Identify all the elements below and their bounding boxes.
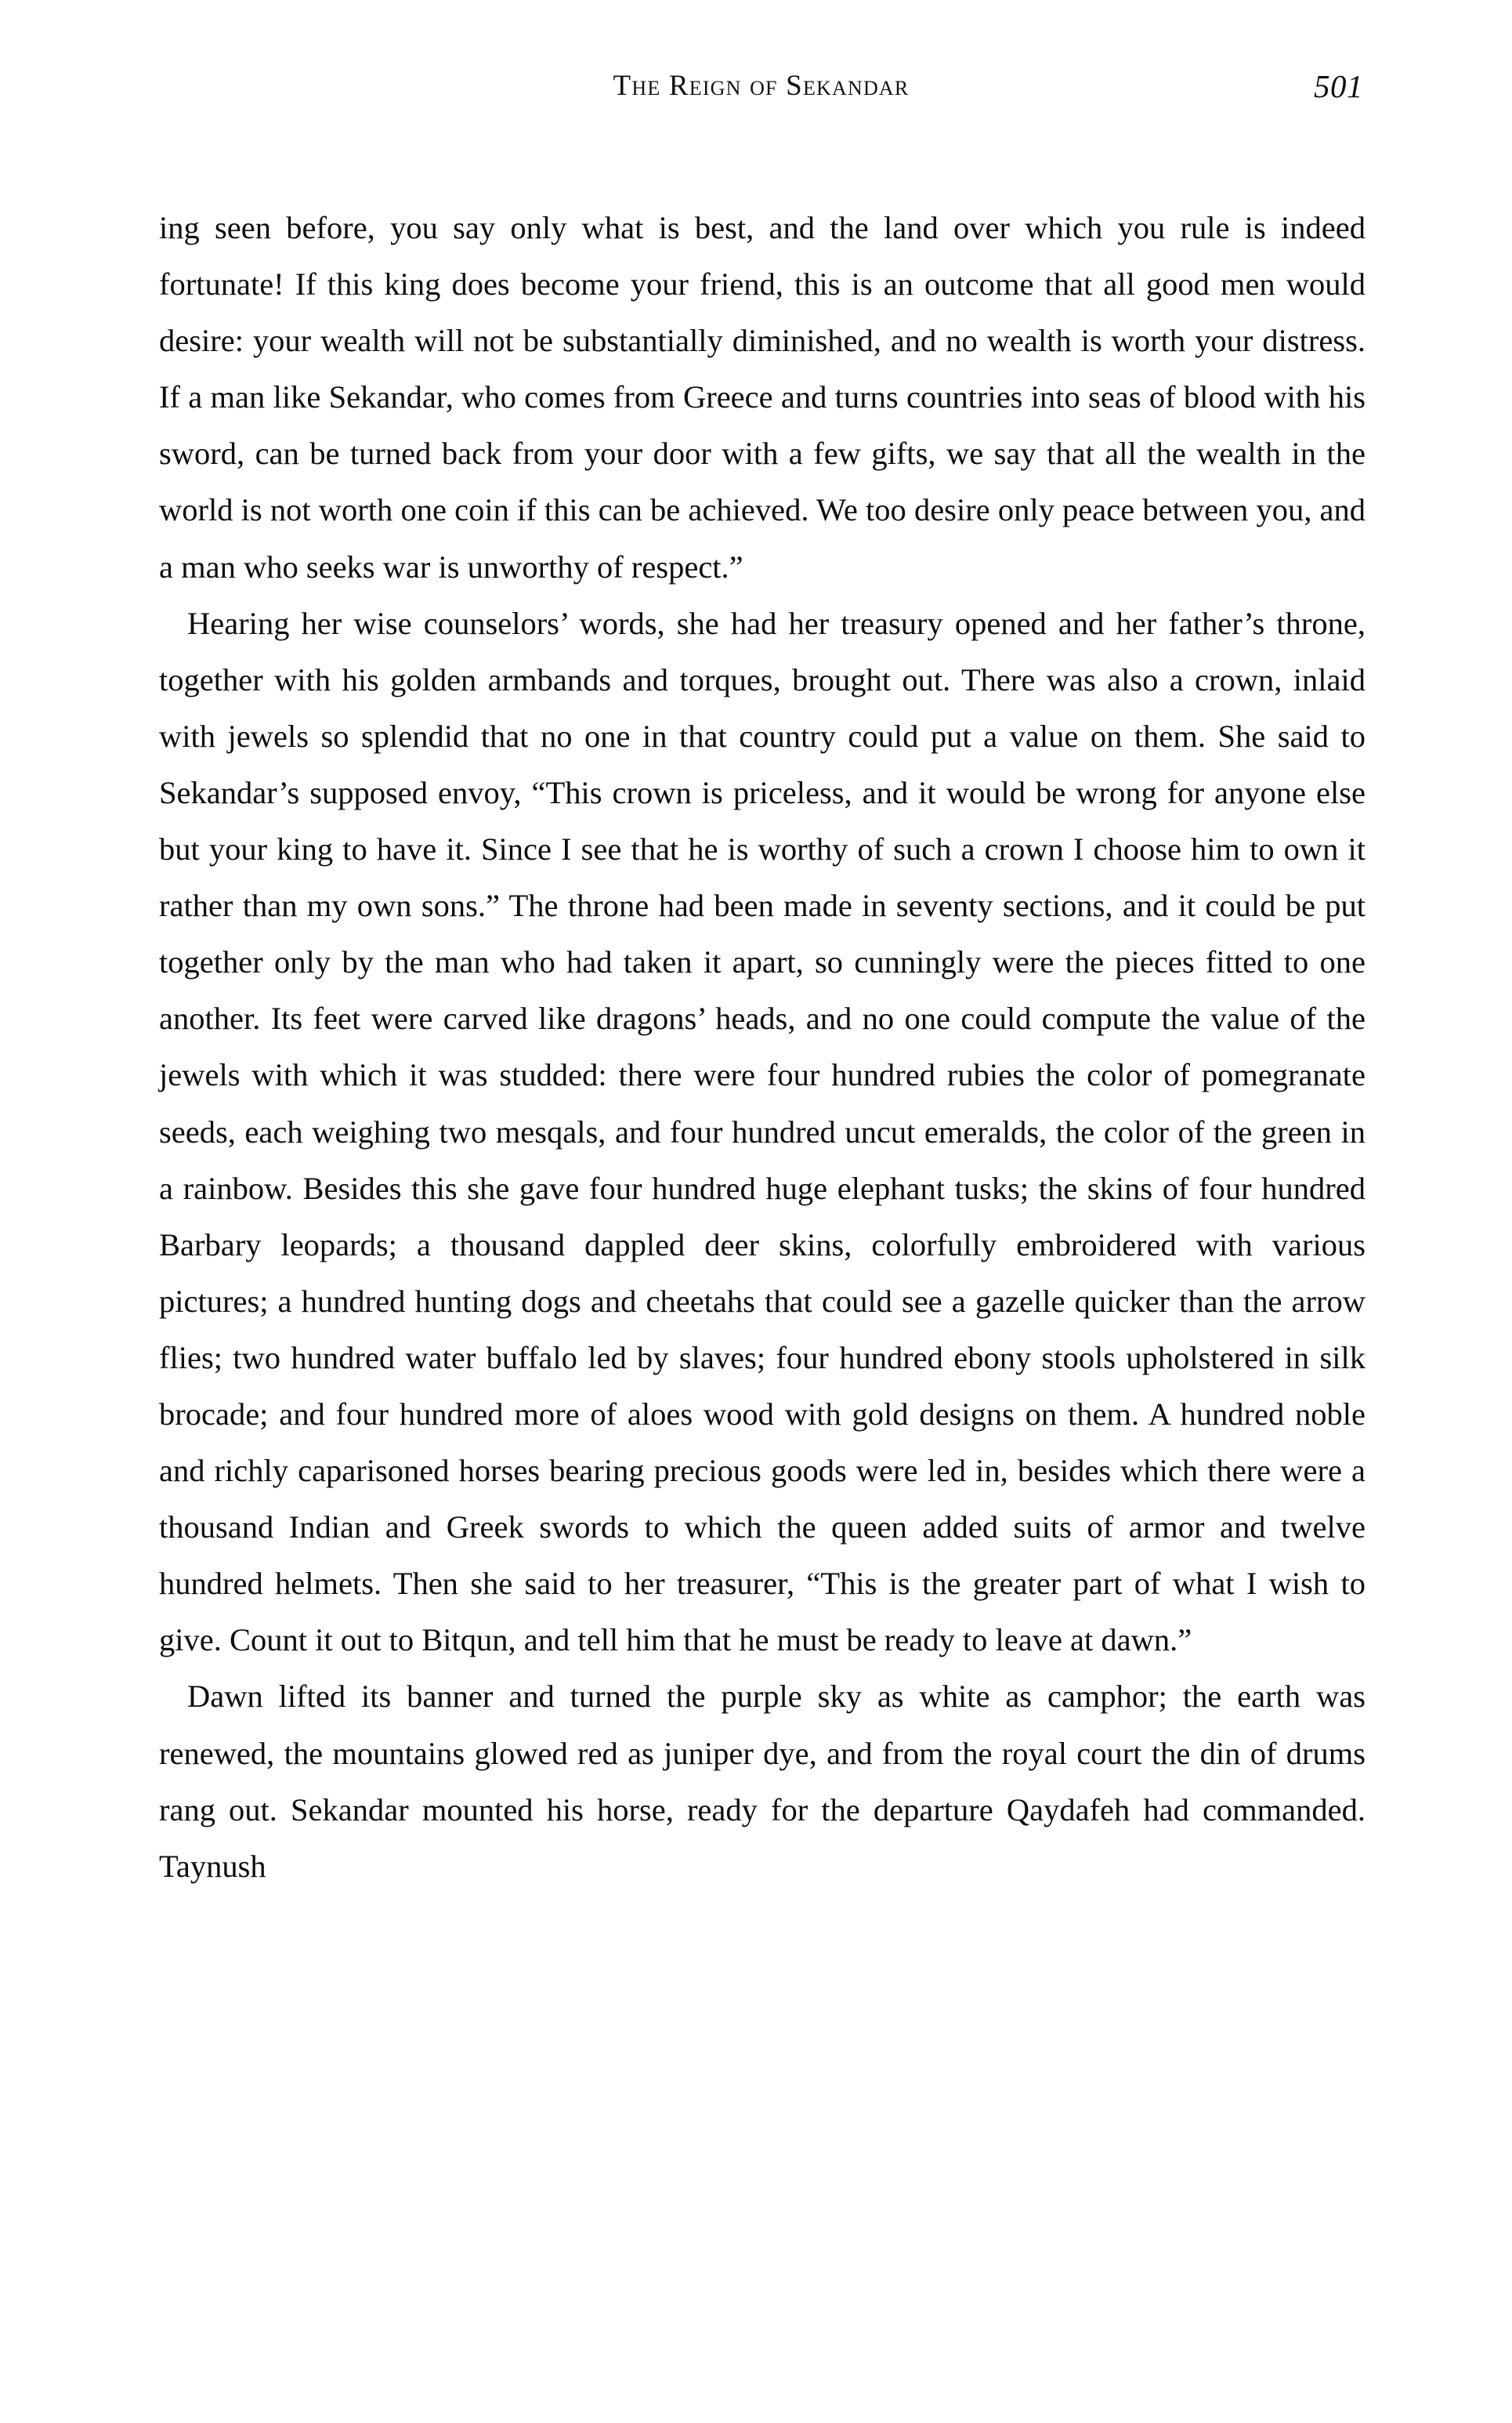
running-head-title: The Reign of Sekandar [613,70,910,102]
paragraph-treasury: Hearing her wise counselors’ words, she had her treasury opened and her father’s throne, together with his golden armbands and torques, brought out. There was also a crown, inlaid with jewels so splendid that no one in that country could put a value on them. She said to Sekandar’s supposed envoy, “This crown is priceless, and it would be wrong for anyone else but your king to have it. Since I see that he is worthy of such a crown I choose him to own it rather than my own sons.” The throne had been made in seventy sections, and it could be put together only by the man who had taken it apart, so cunningly were the pieces fitted to one another. Its feet were carved like dragons’ heads, and no one could compute the value of the jewels with which it was studded: there were four hundred rubies the color of pomegranate seeds, each weighing two mesqals, and four hundred uncut emeralds, the color of the green in a rainbow. Besides this she gave four hundred huge elephant tusks; the skins of four hundred Barbary leopards; a thousand dappled deer skins, colorfully embroidered with various pictures; a hundred hunting dogs and cheetahs that could see a gazelle quicker than the arrow flies; two hundred water buffalo led by slaves; four hundred ebony stools upholstered in silk brocade; and four hundred more of aloes wood with gold designs on them. A hundred noble and richly caparisoned horses bearing precious goods were led in, besides which there were a thousand Indian and Greek swords to which the queen added suits of armor and twelve hundred helmets. Then she said to her treasurer, “This is the greater part of what I wish to give. Count it out to Bitqun, and tell him that he must be ready to leave at dawn.” [159,605,1366,1658]
running-head [159,67,1363,114]
paragraph-dawn: Dawn lifted its banner and turned the purple sky as white as camphor; the earth was renewed, the mountains glowed red as juniper dye, and from the royal court the din of drums rang out. Sekandar mounted his horse, ready for the departure Qaydafeh had commanded. Taynush [159,1679,1366,1884]
paragraph-continued: ing seen before, you say only what is best, and the land over which you rule is indeed fortunate! If this king does become your friend, this is an outcome that all good men would desire: your wealth will not be substantially diminished, and no wealth is worth your distress. If a man like Sekandar, who comes from Greece and turns countries into seas of blood with his sword, can be turned back from your door with a few gifts, we say that all the wealth in the world is not worth one coin if this can be achieved. We too desire only peace between you, and a man who seeks war is unworthy of respect.” [159,210,1366,585]
body-text-block [159,200,1366,1895]
page-number: 501 [1314,68,1363,104]
